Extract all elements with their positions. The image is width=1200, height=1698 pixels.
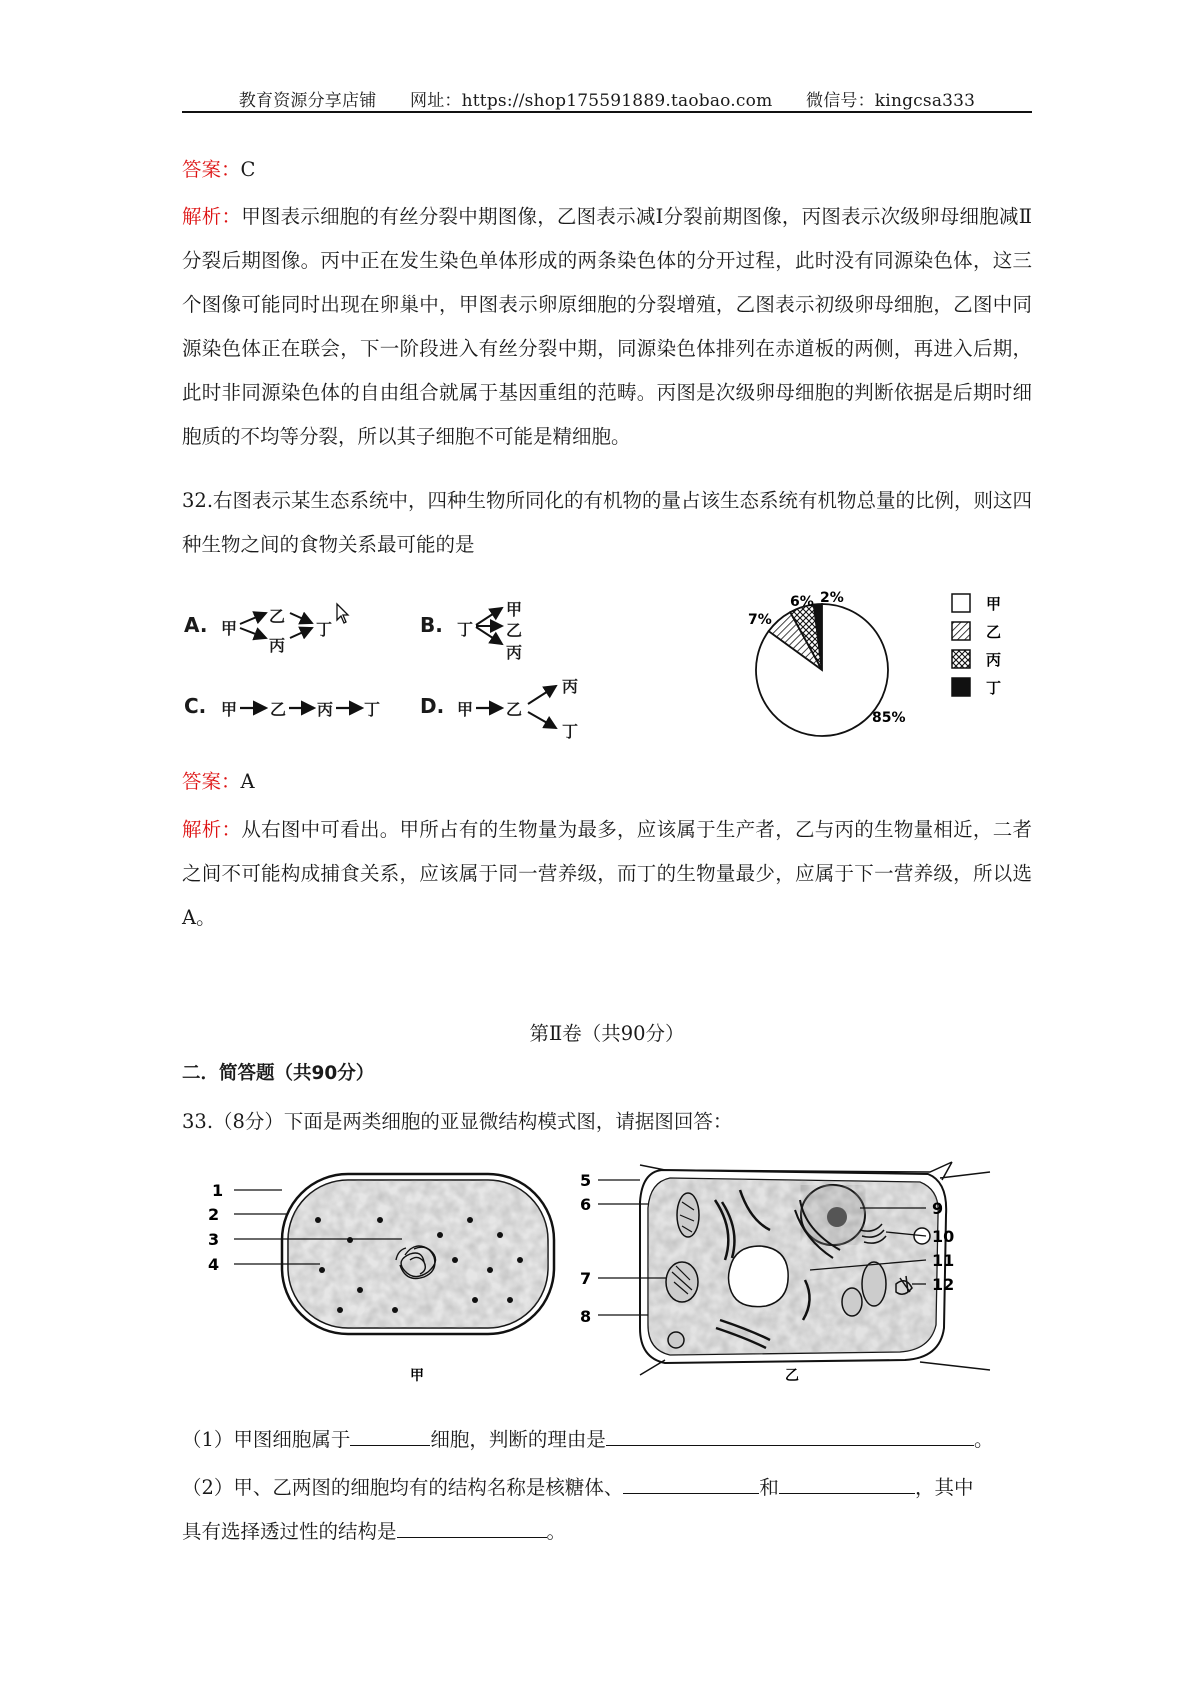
option-c-letter[interactable]: C. (184, 694, 207, 718)
option-c-arrows (238, 698, 368, 718)
pie-label-1: 85% (872, 710, 906, 726)
q33-sub1-part-c: 。 (973, 1428, 994, 1451)
option-d-n2: 乙 (506, 700, 523, 719)
header-wechat: 微信号：kingcsa333 (806, 91, 976, 111)
option-a-n2: 乙 (269, 607, 286, 626)
option-d-arrows (474, 676, 566, 742)
option-a-n4: 丁 (316, 620, 333, 639)
q33-sub1-part-a: （1）甲图细胞属于 (182, 1428, 351, 1451)
q33-sub1 (182, 1418, 1032, 1462)
option-a-letter[interactable]: A. (184, 613, 208, 637)
legend-swatch-4 (952, 678, 970, 696)
option-c-n3: 丙 (317, 700, 334, 719)
section-title: 二．简答题（共90分） (182, 1063, 375, 1084)
legend-label-3: 丙 (986, 651, 1002, 669)
cell-a-label-2: 2 (208, 1205, 220, 1224)
cell-b-label-5: 5 (580, 1171, 592, 1190)
legend-label-2: 乙 (986, 623, 1002, 641)
legend-swatch-2 (952, 622, 970, 640)
q31-answer (182, 148, 1032, 192)
option-b-n2: 甲 (506, 600, 523, 619)
option-a-n3: 丙 (269, 636, 286, 655)
q33-sub1-part-b: 细胞，判断的理由是 (430, 1428, 606, 1451)
option-b-n1: 丁 (457, 620, 474, 639)
option-d-n3: 丙 (562, 677, 579, 696)
legend-swatch-1 (952, 594, 970, 612)
option-c-n4: 丁 (364, 700, 381, 719)
q33-sub1-blank-2[interactable] (606, 1427, 974, 1446)
header-rule (182, 111, 1032, 113)
option-b-arrows (474, 600, 508, 650)
cell-a-prokaryote (234, 1174, 554, 1334)
cell-b-caption: 乙 (785, 1368, 799, 1384)
option-a-n1: 甲 (221, 619, 238, 638)
q31-answer-label: 答案： (182, 158, 241, 181)
q33-sub2-part-b: 和 (759, 1476, 779, 1499)
page-header (182, 86, 1032, 111)
pie-label-3: 6% (790, 594, 814, 610)
legend-label-4: 丁 (986, 679, 1002, 697)
q33-sub2-part-c: ，其中 (914, 1476, 974, 1499)
q33-sub2-blank-1[interactable] (623, 1475, 759, 1494)
option-a-arrows (238, 606, 318, 646)
cell-b-label-7: 7 (580, 1269, 592, 1288)
q33-sub2-part-d: 具有选择透过性的结构是 (182, 1520, 397, 1543)
option-c-n1: 甲 (221, 700, 238, 719)
cursor-icon (335, 602, 351, 626)
q31-answer-value: C (240, 158, 256, 181)
q31-analysis-text: 甲图表示细胞的有丝分裂中期图像，乙图表示减Ⅰ分裂前期图像，丙图表示次级卵母细胞减Ⅱ分裂后期图像。丙中正在发生染色单体形成的两条染色体的分开过程，此时没有同源染色体，这三个图像可能同时出现在卵巢中，甲图表示卵原细胞的分裂增殖，乙图表示初级卵母细胞，乙图中同源染色体正在联会，下一阶段进入有丝分裂中期，同源染色体排列在赤道板的两侧，再进入后期，此时非同源染色体的自由组合就属于基因重组的范畴。丙图是次级卵母细胞的判断依据是后期时细胞质的不均等分裂，所以其子细胞不可能是精细胞。 (182, 205, 1032, 448)
q32-analysis-text: 从右图中可看出。甲所占有的生物量为最多，应该属于生产者，乙与丙的生物量相近，二者之间不可能构成捕食关系，应该属于同一营养级，而丁的生物量最少，应属于下一营养级，所以选A。 (182, 818, 1032, 929)
q33-sub2-part-a: （2）甲、乙两图的细胞均有的结构名称是核糖体、 (182, 1476, 624, 1499)
header-shop: 教育资源分享店铺 (238, 91, 377, 111)
q33-sub2-blank-2[interactable] (779, 1475, 915, 1494)
cell-b-label-12: 12 (932, 1275, 955, 1294)
q32-answer (182, 760, 1032, 804)
q32-analysis-label: 解析： (182, 818, 242, 841)
legend-label-1: 甲 (986, 595, 1002, 613)
q33-sub1-blank-1[interactable] (350, 1427, 430, 1446)
legend-swatch-3 (952, 650, 970, 668)
q32-question: 32.右图表示某生态系统中，四种生物所同化的有机物的量占该生态系统有机物总量的比例，则这四种生物之间的食物关系最可能的是 (182, 489, 1033, 556)
q32-answer-label: 答案： (182, 770, 241, 793)
cell-diagrams (200, 1160, 1000, 1410)
q31-analysis (182, 195, 1032, 459)
q32-answer-value: A (240, 770, 255, 793)
option-b-letter[interactable]: B. (420, 613, 443, 637)
cell-b-label-9: 9 (932, 1199, 944, 1218)
q33-question: 33.（8分）下面是两类细胞的亚显微结构模式图，请据图回答： (182, 1110, 733, 1133)
header-url[interactable]: 网址：https://shop175591889.taobao.com (410, 91, 773, 111)
cell-b-label-11: 11 (932, 1251, 955, 1270)
volume-title: 第Ⅱ卷（共90分） (529, 1022, 685, 1045)
option-d-letter[interactable]: D. (420, 694, 445, 718)
cell-a-label-4: 4 (208, 1255, 220, 1274)
option-b-n4: 丙 (506, 643, 523, 662)
cell-a-caption: 甲 (410, 1368, 424, 1384)
pie-label-4: 2% (820, 590, 844, 606)
q33-sub2 (182, 1466, 1032, 1554)
cell-a-label-3: 3 (208, 1230, 220, 1249)
option-d-n4: 丁 (562, 722, 579, 741)
option-b-n3: 乙 (506, 621, 523, 640)
cell-a-label-1: 1 (212, 1181, 224, 1200)
option-d-n1: 甲 (457, 700, 474, 719)
q33-sub2-blank-3[interactable] (397, 1519, 547, 1538)
biomass-pie-chart (740, 588, 1040, 748)
cell-b-label-10: 10 (932, 1227, 955, 1246)
option-c-n2: 乙 (270, 700, 287, 719)
q33-sub2-part-e: 。 (546, 1520, 567, 1543)
cell-b-label-6: 6 (580, 1195, 592, 1214)
pie-label-2: 7% (748, 612, 772, 628)
cell-b-label-8: 8 (580, 1307, 592, 1326)
q32-analysis (182, 808, 1032, 940)
q31-analysis-label: 解析： (182, 205, 242, 228)
